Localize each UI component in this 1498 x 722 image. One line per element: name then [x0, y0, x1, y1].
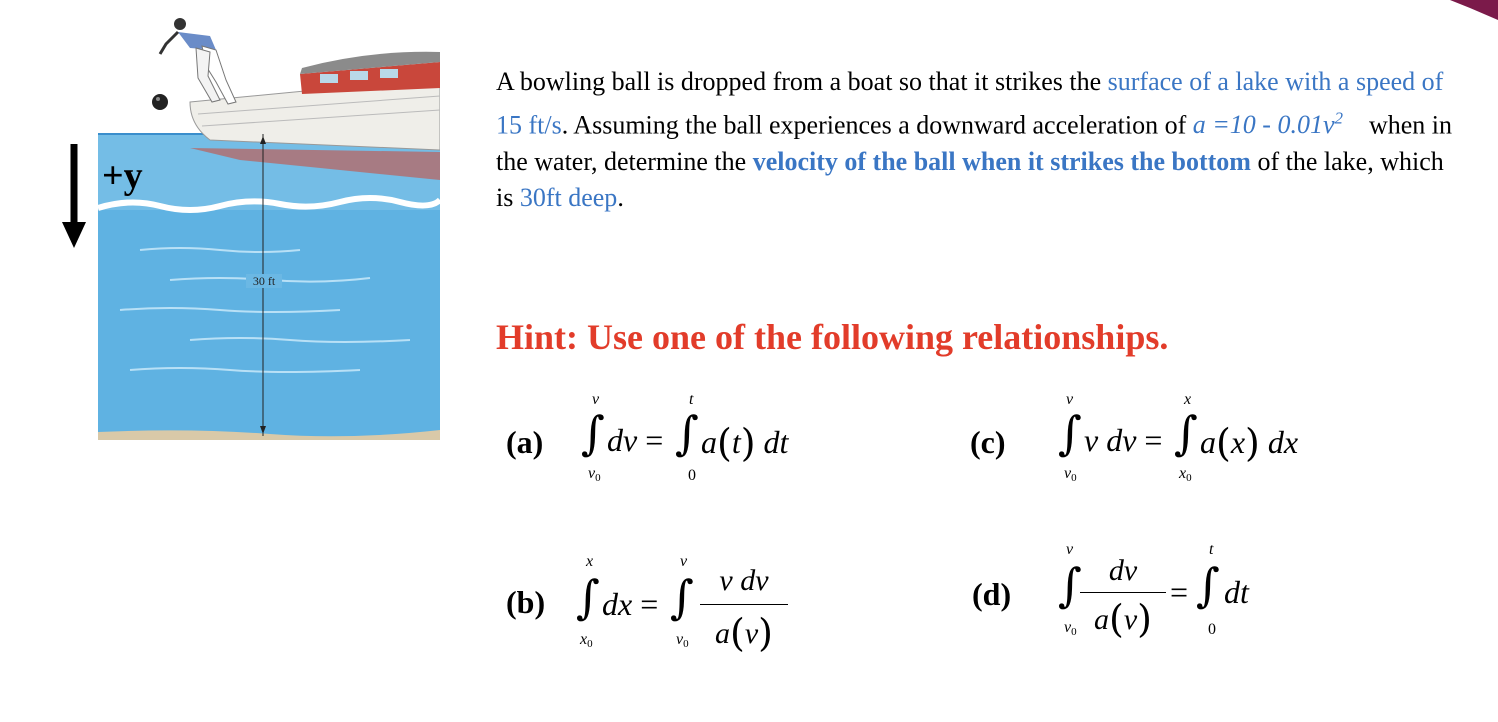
problem-intro: A bowling ball is dropped from a boat so that it strikes the	[496, 67, 1108, 96]
equation-a-label: (a)	[506, 424, 544, 460]
person	[160, 18, 236, 104]
depth-label: 30 ft	[252, 274, 276, 288]
equation-b-label: (b)	[506, 584, 546, 620]
hint-heading: Hint: Use one of the following relationships.	[496, 317, 1169, 357]
problem-mid2: when in the water, determine the	[496, 110, 1459, 176]
target-phrase: velocity of the ball when it strikes the bottom	[752, 146, 1251, 176]
problem-mid3: of the lake, which is	[496, 146, 1444, 213]
speed-phrase: surface of a lake with a speed of 15 ft/s	[496, 67, 1444, 140]
equation-c: v ∫ v0 v dv = x ∫ x0 a(x) dx	[1058, 391, 1299, 484]
equation-d: v ∫ v0 dv a(v) = t ∫ 0 dt	[1058, 541, 1249, 641]
equation-a: v ∫ v0 dv = t ∫ 0 a(t) dt	[581, 391, 789, 484]
equation-c-label: (c)	[970, 424, 1006, 460]
bowling-ball	[152, 94, 168, 110]
depth-phrase: 30ft deep	[519, 183, 618, 213]
problem-mid1: . Assuming the ball experiences a downward acceleration of	[561, 110, 1193, 140]
corner-decoration	[1450, 0, 1498, 20]
equation-d-label: (d)	[972, 576, 1012, 612]
equation-b: x ∫ x0 dx = v ∫ v0 v dv a(v)	[576, 548, 796, 668]
y-axis-label: +y	[102, 155, 143, 197]
acceleration-expression: $a =10 - 0.01v^2$	[1192, 108, 1343, 140]
problem-statement: A bowling ball is dropped from a boat so that it strikes the surface of a lake with a speed of 15 ft/s. Assuming the ball experiences a downward acceleration of $a =10 - 0.01v^2$ when in the water, determine the velocity of the ball when it strikes the bottom of the lake, which is 30ft deep.	[496, 67, 1459, 213]
boat-lake-illustration	[40, 10, 440, 450]
